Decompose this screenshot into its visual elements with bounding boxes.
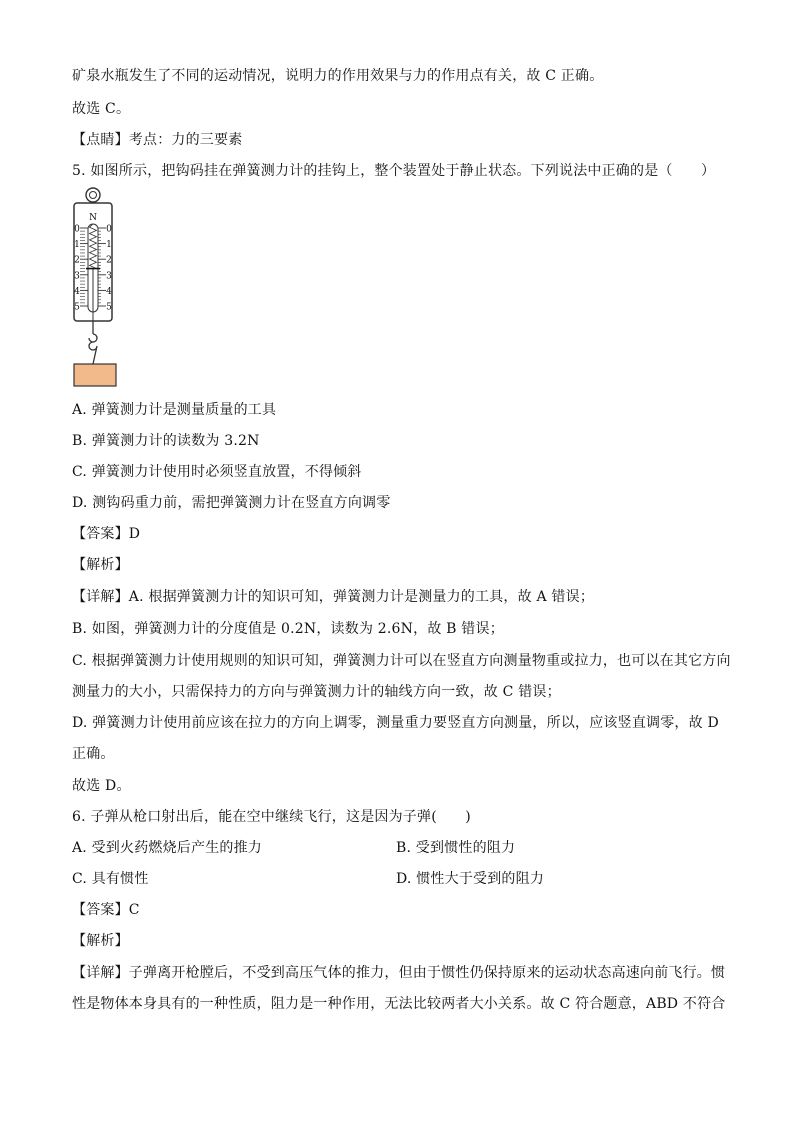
scale-label-left: 5	[74, 302, 80, 313]
scale-label-right: 5	[106, 302, 112, 313]
analysis-6-heading: 【解析】	[72, 933, 129, 949]
text-line: D. 弹簧测力计使用前应该在拉力的方向上调零，测量重力要竖直方向测量，所以，应该竖直调零，故 D	[72, 715, 719, 731]
analysis-5-heading: 【解析】	[72, 557, 129, 573]
answer-5: 【答案】D	[72, 526, 141, 542]
scale-label-right: 0	[106, 224, 112, 235]
text-line: 性是物体本身具有的一种性质，阻力是一种作用，无法比较两者大小关系。故 C 符合题意，ABD 不符合	[72, 996, 726, 1012]
scale-label-left: 4	[74, 286, 80, 297]
scale-label-right: 4	[106, 286, 112, 297]
scale-label-left: 0	[74, 224, 80, 235]
option-6b: B. 受到惯性的阻力	[396, 840, 516, 856]
option-5a: A. 弹簧测力计是测量质量的工具	[72, 402, 277, 418]
scale-label-right: 3	[106, 271, 112, 282]
text-line: 正确。	[72, 746, 115, 762]
option-6d: D. 惯性大于受到的阻力	[396, 871, 545, 887]
scale-label-left: 2	[74, 255, 80, 266]
text-line: 【详解】子弹离开枪膛后，不受到高压气体的推力，但由于惯性仍保持原来的运动状态高速向前飞行。惯	[72, 965, 726, 981]
spring-scale-figure	[68, 186, 128, 392]
option-5d: D. 测钩码重力前，需把弹簧测力计在竖直方向调零	[72, 495, 391, 511]
question-6-stem: 6. 子弹从枪口射出后，能在空中继续飞行，这是因为子弹( )	[72, 809, 471, 825]
option-5b: B. 弹簧测力计的读数为 3.2N	[72, 433, 260, 449]
text-line: B. 如图，弹簧测力计的分度值是 0.2N，读数为 2.6N，故 B 错误；	[72, 621, 504, 637]
text-line: 故选 D。	[72, 778, 131, 794]
text-line: 测量力的大小，只需保持力的方向与弹簧测力计的轴线方向一致，故 C 错误；	[72, 684, 561, 700]
option-6a: A. 受到火药燃烧后产生的推力	[72, 840, 263, 856]
scale-label-left: 1	[74, 240, 80, 251]
text-line: 故选 C。	[72, 101, 131, 117]
scale-label-right: 2	[106, 255, 112, 266]
hook	[89, 334, 97, 364]
text-line: 矿泉水瓶发生了不同的运动情况，说明力的作用效果与力的作用点有关，故 C 正确。	[72, 68, 604, 84]
top-ring	[86, 188, 100, 202]
option-5c: C. 弹簧测力计使用时必须竖直放置，不得倾斜	[72, 464, 362, 480]
answer-6: 【答案】C	[72, 902, 140, 918]
text-line: 【点睛】考点：力的三要素	[72, 132, 243, 148]
unit-label: N	[89, 213, 97, 223]
scale-label-left: 3	[74, 271, 80, 282]
scale-label-right: 1	[106, 240, 112, 251]
question-5-stem: 5. 如图所示，把钩码挂在弹簧测力计的挂钩上，整个装置处于静止状态。下列说法中正确的是（ ）	[72, 163, 716, 179]
text-line: C. 根据弹簧测力计使用规则的知识可知，弹簧测力计可以在竖直方向测量物重或拉力，也可以在其它方向	[72, 653, 731, 669]
option-6c: C. 具有惯性	[72, 871, 149, 887]
weight-block	[74, 364, 116, 386]
text-line: 【详解】A. 根据弹簧测力计的知识可知，弹簧测力计是测量力的工具，故 A 错误；	[72, 589, 595, 605]
